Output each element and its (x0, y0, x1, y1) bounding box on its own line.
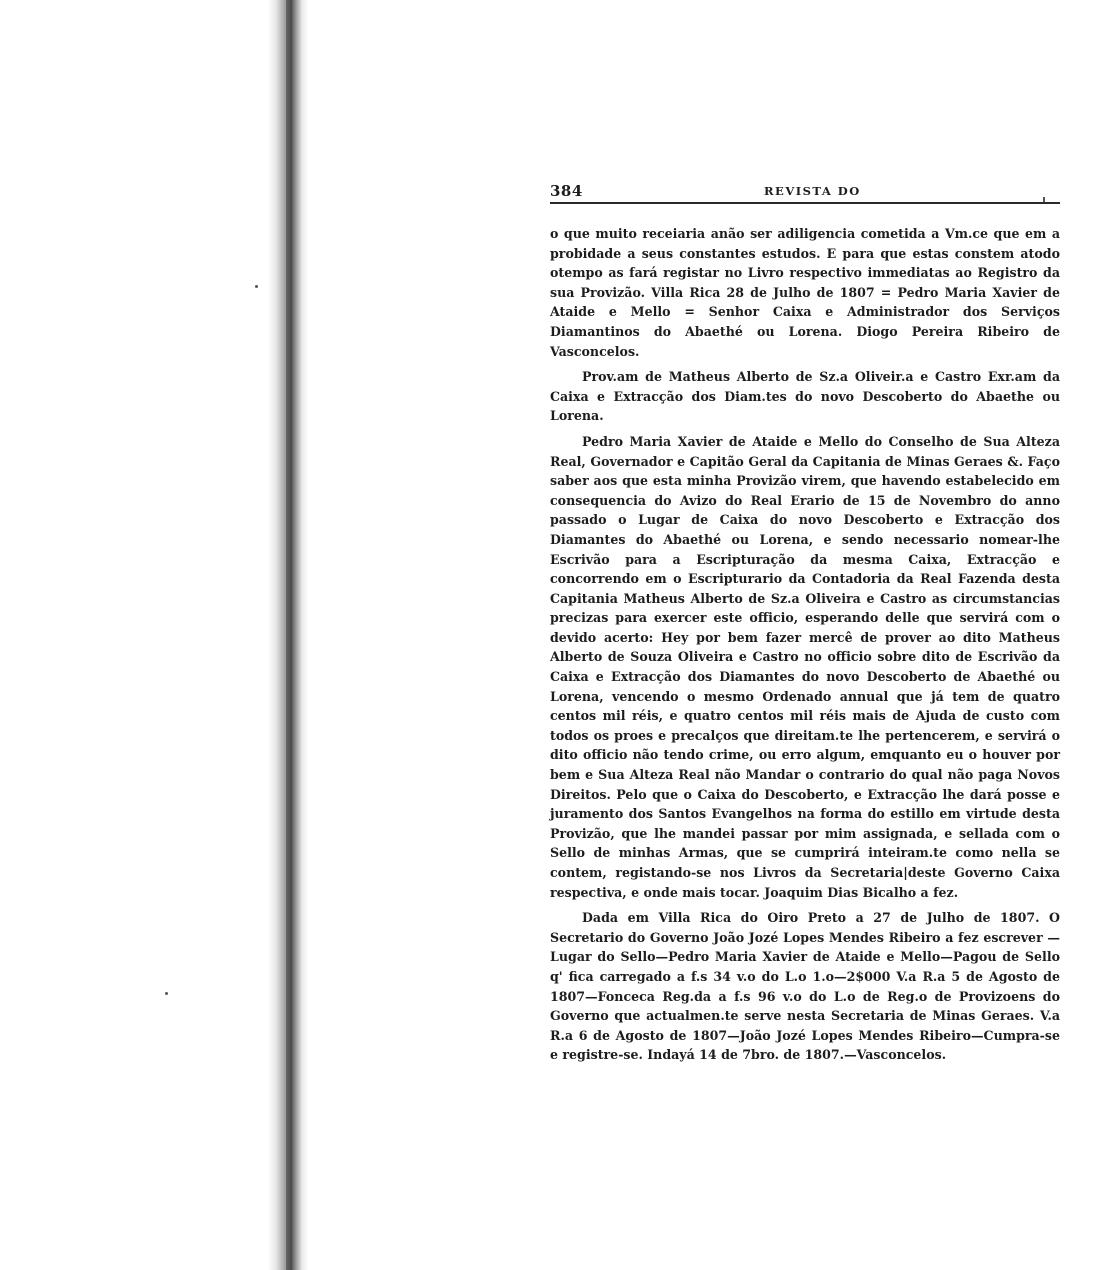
book-page (550, 178, 1066, 1063)
running-head: REVISTA DO (764, 184, 861, 198)
paragraph-2-title: Prov.am de Matheus Alberto de Sz.a Oliveir.a e Castro Exr.am da Caixa e Extracção dos Diam.tes do novo Descoberto do Abaethe ou Lorena. (550, 369, 1060, 424)
paper-speck (255, 285, 258, 288)
header-rule (550, 202, 1060, 204)
paragraph-4: Dada em Villa Rica do Oiro Preto a 27 de Julho de 1807. O Secretario do Governo João Jozé Lopes Mendes Ribeiro a fez escrever —Lugar do Sello—Pedro Maria Xavier de Ataide e Mello—Pagou de Sello q' fica carregado a f.s 34 v.o do L.o 1.o—2$000 V.a R.a 5 de Agosto de 1807—Fonceca Reg.da a f.s 96 v.o do L.o de Reg.o de Provizoens do Governo que actualmen.te serve nesta Secretaria de Minas Geraes. V.a R.a 6 de Agosto de 1807—João Jozé Lopes Mendes Ribeiro—Cumpra-se e registre-se. Indayá 14 de 7bro. de 1807.—Vasconcelos. (550, 910, 1060, 1063)
binding-shadow (286, 0, 292, 1270)
paragraph-1: o que muito receiaria anão ser adiligencia cometida a Vm.ce que em a probidade a seus constantes estudos. E para que estas constem atodo otempo as fará registar no Livro respectivo immediatas ao Registro da sua Provizão. Villa Rica 28 de Julho de 1807 = Pedro Maria Xavier de Ataide e Mello = Senhor Caixa e Administrador dos Serviços Diamantinos do Abaethé ou Lorena. Diogo Pereira Ribeiro de Vasconcelos. (550, 226, 1060, 359)
paragraph-3: Pedro Maria Xavier de Ataide e Mello do Conselho de Sua Alteza Real, Governador e Capitão Geral da Capitania de Minas Geraes &. Faço saber aos que esta minha Provizão virem, que havendo estabelecido em consequencia do Avizo do Real Erario de 15 de Novembro do anno passado o Lugar de Caixa do novo Descoberto e Extracção dos Diamantes do Abaethé ou Lorena, e sendo necessario nomear-lhe Escrivão para a Escripturação da mesma Caixa, Extracção e concorrendo em o Escripturario da Contadoria da Real Fazenda desta Capitania Matheus Alberto de Sz.a Oliveira e Castro as circumstancias precizas para exercer este officio, esperando delle que servirá com o devido acerto: Hey por bem fazer mercê de prover ao dito Matheus Alberto de Souza Oliveira e Castro no officio sobre dito de Escrivão da Caixa e Extracção dos Diamantes do novo Descoberto de Abaethé ou Lorena, vencendo o mesmo Ordenado annual que já tem de quatro centos mil réis, e quatro centos mil réis mais de Ajuda de custo com todos os proes e precalços que direitam.te lhe pertencerem, e servirá o dito officio não tendo crime, ou erro algum, emquanto eu o houver por bem e Sua Alteza Real não Mandar o contrario do qual não paga Novos Direitos. Pelo que o Caixa do Descoberto, e Extracção lhe dará posse e juramento dos Santos Evangelhos na forma do estillo em virtude desta Provizão, que lhe mandei passar por mim assignada, e sellada com o Sello de minhas Armas, que se cumprirá inteiram.te como nella se contem, registando-se nos Livros da Secretaria|deste Governo Caixa respectiva, e onde mais tocar. Joaquim Dias Bicalho a fez. (550, 433, 1060, 900)
page-header (550, 178, 1066, 200)
page-body (550, 224, 1060, 1071)
page-number: 384 (550, 182, 583, 200)
paper-speck (165, 992, 168, 995)
